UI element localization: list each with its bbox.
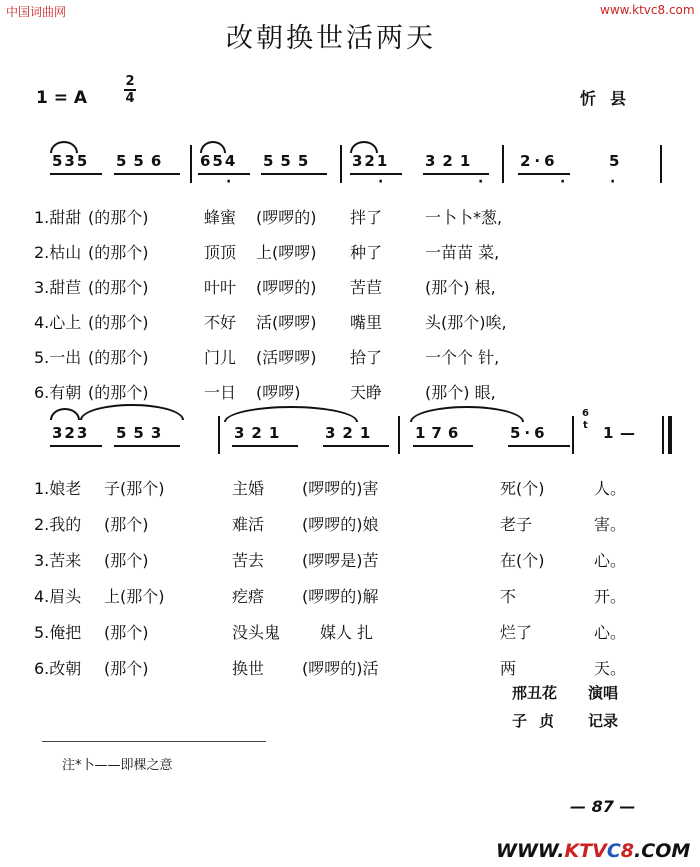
octave-dot: · <box>610 174 616 190</box>
lyric-cell: (的那个) <box>88 278 149 297</box>
note-group: 535 <box>52 152 90 170</box>
lyric-cell: (活啰啰) <box>256 348 317 367</box>
lyric-cell: 害。 <box>594 515 627 534</box>
watermark-bottom-c: C <box>606 840 621 862</box>
lyric-cell: 蜂蜜 <box>204 208 237 227</box>
lyric-cell: (啰啰的)活 <box>302 659 379 678</box>
key-signature: 1 = A <box>36 88 88 108</box>
grace-note: 6 <box>582 408 589 419</box>
note-group: 321 <box>352 152 390 170</box>
slur <box>80 404 184 420</box>
bar-line <box>190 145 192 183</box>
beam <box>232 445 298 447</box>
lyric-cell: 3.苦来 <box>34 551 82 570</box>
watermark-left: 中国词曲网 <box>6 5 67 19</box>
lyric-cell: 疙瘩 <box>232 587 265 606</box>
bar-line <box>572 416 574 454</box>
note: 5 <box>609 152 620 170</box>
lyric-cell: (的那个) <box>88 208 149 227</box>
lyric-cell: (那个) 根, <box>425 278 496 297</box>
watermark-bottom-suffix: .COM <box>634 840 691 862</box>
recorder-role: 记录 <box>588 712 619 730</box>
final-bar-line-thick <box>668 416 672 454</box>
note-group: 5·6 <box>510 424 549 442</box>
lyric-cell: 死(个) <box>500 479 545 498</box>
lyric-cell: 不 <box>500 587 517 606</box>
octave-dot: · <box>478 174 484 190</box>
footnote-separator <box>42 741 266 742</box>
note-group: 654 <box>200 152 238 170</box>
watermark-bottom-prefix: WWW. <box>496 840 565 862</box>
lyric-cell: 门儿 <box>204 348 237 367</box>
lyric-cell: 2.我的 <box>34 515 82 534</box>
time-denominator: 4 <box>125 91 135 106</box>
watermark-bottom <box>496 840 690 862</box>
lyric-cell: 5.一出 <box>34 348 82 367</box>
lyric-cell: (的那个) <box>88 383 149 402</box>
lyric-cell: 一个个 针, <box>425 348 500 367</box>
note-group: 553 <box>116 424 169 442</box>
note-group: 176 <box>415 424 465 442</box>
bar-line <box>502 145 504 183</box>
lyric-cell: (那个) <box>104 623 149 642</box>
lyric-cell: 心。 <box>594 551 627 570</box>
lyric-cell: 两 <box>500 659 517 678</box>
lyric-cell: (啰啰的)害 <box>302 479 379 498</box>
note-extension: — <box>620 424 635 442</box>
beam <box>114 173 180 175</box>
lyric-cell: 烂了 <box>500 623 533 642</box>
lyric-cell: 一苗苗 菜, <box>425 243 500 262</box>
note-group: 555 <box>263 152 316 170</box>
lyric-cell: (那个) <box>104 659 149 678</box>
lyric-cell: (的那个) <box>88 313 149 332</box>
slur <box>50 408 80 420</box>
lyric-cell: 开。 <box>594 587 627 606</box>
singer-name: 邢丑花 <box>512 684 558 702</box>
lyric-cell: 在(个) <box>500 551 545 570</box>
octave-dot: · <box>226 174 232 190</box>
lyric-cell: 难活 <box>232 515 265 534</box>
watermark-bottom-8: 8 <box>620 840 635 862</box>
lyric-cell: 一卜卜*葱, <box>425 208 503 227</box>
bar-line <box>218 416 220 454</box>
beam <box>198 173 250 175</box>
note-group: 321 <box>234 424 287 442</box>
bar-line <box>660 145 662 183</box>
lyric-cell: 4.心上 <box>34 313 82 332</box>
lyric-cell: 叶叶 <box>204 278 237 297</box>
beam <box>114 445 180 447</box>
lyric-cell: 拌了 <box>350 208 383 227</box>
beam <box>50 445 102 447</box>
lyric-cell: 子(那个) <box>104 479 165 498</box>
note-group: 321 <box>425 152 478 170</box>
lyric-cell: 上(啰啰) <box>256 243 317 262</box>
lyric-cell: (啰啰的) <box>256 278 317 297</box>
bar-line <box>340 145 342 183</box>
lyric-cell: 5.俺把 <box>34 623 82 642</box>
lyric-cell: (的那个) <box>88 243 149 262</box>
lyric-cell: 头(那个)唉, <box>425 313 507 332</box>
lyric-cell: 没头鬼 <box>232 623 281 642</box>
lyric-cell: 不好 <box>204 313 237 332</box>
lyric-cell: (那个) <box>104 515 149 534</box>
beam <box>508 445 570 447</box>
lyric-cell: 活(啰啰) <box>256 313 317 332</box>
note-group: 2·6 <box>520 152 559 170</box>
lyric-cell: 6.有朝 <box>34 383 82 402</box>
region-label: 忻县 <box>580 89 641 108</box>
lyric-cell: 换世 <box>232 659 265 678</box>
lyric-cell: 天睁 <box>350 383 383 402</box>
slur <box>224 406 358 422</box>
lyric-cell: 1.甜甜 <box>34 208 82 227</box>
octave-dot: · <box>378 174 384 190</box>
lyric-cell: 拾了 <box>350 348 383 367</box>
recorder-name: 子贞 <box>512 712 567 730</box>
lyric-cell: (那个) <box>104 551 149 570</box>
watermark-right: www.ktvc8.com <box>600 3 695 17</box>
time-signature <box>124 74 136 106</box>
song-title: 改朝换世活两天 <box>226 23 436 54</box>
lyric-cell: (那个) 眼, <box>425 383 496 402</box>
singer-role: 演唱 <box>588 684 619 702</box>
lyric-cell: (啰啰是)苦 <box>302 551 379 570</box>
lyric-cell: 种了 <box>350 243 383 262</box>
lyric-cell: 主婚 <box>232 479 265 498</box>
lyric-cell: 1.娘老 <box>34 479 82 498</box>
note-group: 323 <box>52 424 90 442</box>
lyric-cell: 2.枯山 <box>34 243 82 262</box>
lyric-cell: (啰啰的)解 <box>302 587 379 606</box>
slur <box>410 406 524 422</box>
lyric-cell: 人。 <box>594 479 627 498</box>
lyric-cell: (啰啰的) <box>256 208 317 227</box>
beam <box>350 173 402 175</box>
lyric-cell: 天。 <box>594 659 627 678</box>
beam <box>50 173 102 175</box>
lyric-cell: 嘴里 <box>350 313 383 332</box>
lyric-cell: 4.眉头 <box>34 587 82 606</box>
lyric-cell: 上(那个) <box>104 587 165 606</box>
lyric-cell: 6.改朝 <box>34 659 82 678</box>
footnote: 注*卜——即棵之意 <box>62 758 173 773</box>
trill-mark: t <box>583 420 588 431</box>
final-bar-line <box>662 416 664 454</box>
lyric-cell: 老子 <box>500 515 533 534</box>
lyric-cell: (啰啰) <box>256 383 301 402</box>
beam <box>413 445 473 447</box>
lyric-cell: 媒人 扎 <box>320 623 374 642</box>
note: 1 <box>603 424 614 442</box>
bar-line <box>398 416 400 454</box>
page-number: — 87 — <box>570 797 636 816</box>
beam <box>261 173 327 175</box>
watermark-bottom-ktv: KTV <box>564 840 607 862</box>
lyric-cell: 一日 <box>204 383 237 402</box>
beam <box>323 445 389 447</box>
lyric-cell: 苦苣 <box>350 278 383 297</box>
lyric-cell: 3.甜苣 <box>34 278 82 297</box>
note-group: 556 <box>116 152 169 170</box>
note-group: 321 <box>325 424 378 442</box>
lyric-cell: (啰啰的)娘 <box>302 515 379 534</box>
lyric-cell: 顶顶 <box>204 243 237 262</box>
time-numerator: 2 <box>125 74 135 89</box>
lyric-cell: 心。 <box>594 623 627 642</box>
octave-dot: · <box>560 174 566 190</box>
lyric-cell: (的那个) <box>88 348 149 367</box>
lyric-cell: 苦去 <box>232 551 265 570</box>
